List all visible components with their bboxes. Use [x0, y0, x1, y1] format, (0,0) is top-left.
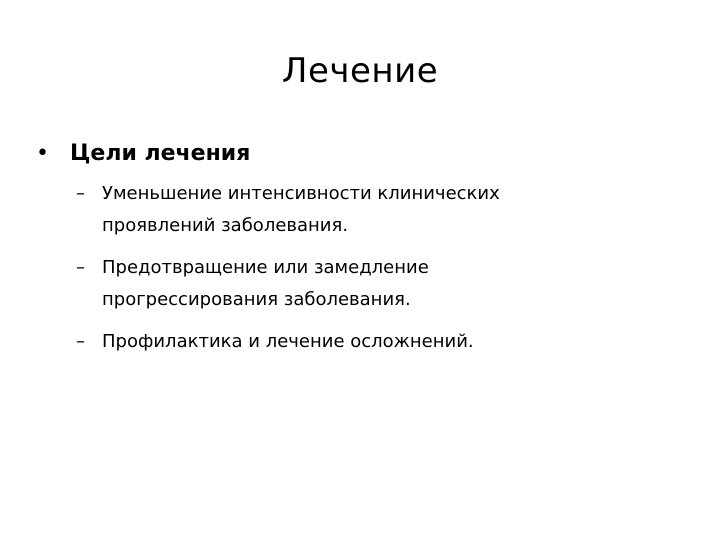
sub-item-line: проявлений заболевания. — [102, 215, 349, 236]
sub-item-dash: – — [76, 183, 85, 204]
sub-item-line: Предотвращение или замедление — [102, 257, 429, 278]
sub-item-line: прогрессирования заболевания. — [102, 289, 411, 310]
sub-item-dash: – — [76, 331, 85, 352]
bullet-marker: • — [36, 141, 49, 166]
sub-item-line: Уменьшение интенсивности клинических — [102, 183, 500, 204]
slide-title: Лечение — [281, 51, 439, 91]
sub-item-line: Профилактика и лечение осложнений. — [102, 331, 474, 352]
bullet-text: Цели лечения — [70, 141, 251, 166]
sub-item-dash: – — [76, 257, 85, 278]
